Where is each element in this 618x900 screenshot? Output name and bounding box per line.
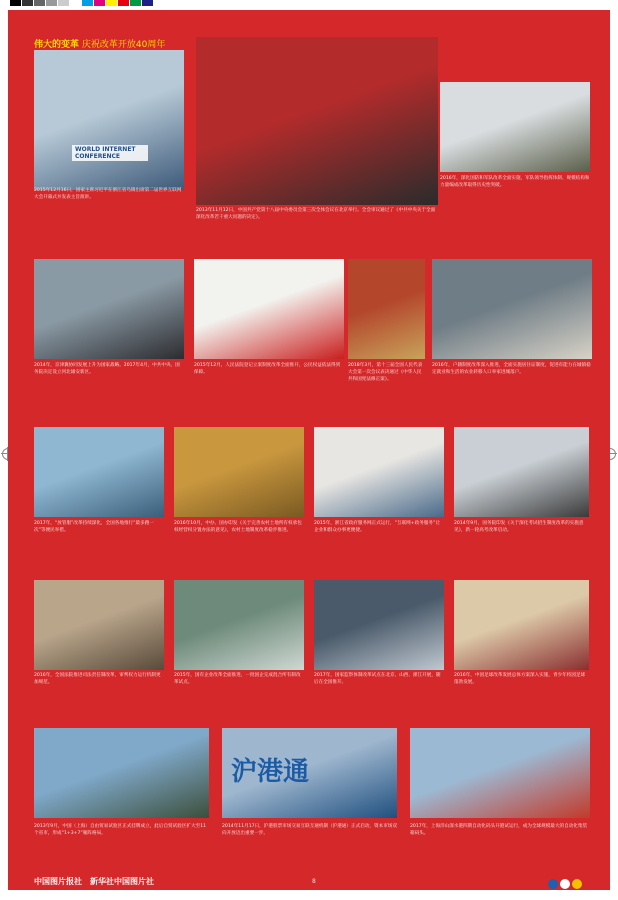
photo-caption: 2014年9月，国务院印发《关于深化考试招生制度改革的实施意见》，新一轮高考改革启动。: [454, 521, 584, 533]
news-photo: [410, 728, 590, 818]
news-photo: [34, 728, 209, 818]
color-swatch: [94, 0, 105, 6]
photo-caption: 2017年，国家监察体制改革试点在北京、山西、浙江开展，随后在全国推开。: [314, 673, 441, 685]
news-photo: [440, 82, 590, 172]
color-swatch: [82, 0, 93, 6]
photo-caption: 2016年10月，中办、国办印发《关于完善农村土地所有权承包权经营权分置办法的意见》，农村土地制度改革稳步推进。: [174, 521, 302, 533]
publisher-credit: 中国图片报社 新华社中国图片社: [34, 877, 154, 886]
color-swatch: [58, 0, 69, 6]
color-swatch: [130, 0, 141, 6]
photo-caption: 2016年，全国法院推进司法责任制改革，审判权力运行机制更加规范。: [34, 673, 161, 685]
photo-caption: 2017年，“放管服”改革持续深化，全国各地推行“最多跑一次”等便民举措。: [34, 521, 154, 533]
color-swatch: [118, 0, 129, 6]
photo-caption: 2015年12月，人民法院登记立案制度改革全面推开，公民权益依法得到保障。: [194, 363, 341, 375]
news-photo: [174, 580, 304, 670]
poster-subtitle: 庆祝改革开放40周年: [81, 40, 166, 50]
photo-caption: 2013年9月，中国（上海）自由贸易试验区正式挂牌成立，此后自贸试验区扩大至11个省市，形成“1+3+7”雁阵格局。: [34, 824, 207, 836]
logo-icon: [548, 879, 558, 889]
poster-title: 伟大的变革: [34, 40, 80, 50]
color-swatch: [142, 0, 153, 6]
color-swatch: [70, 0, 81, 6]
news-photo: [454, 580, 589, 670]
news-photo: [34, 427, 164, 517]
color-swatch: [34, 0, 45, 6]
news-photo: [432, 259, 592, 359]
news-photo: [348, 259, 425, 359]
photo-caption: 2014年11月17日，沪港股票市场交易互联互通机制（沪港通）正式启动，资本市场双向开放迈出重要一步。: [222, 824, 397, 836]
color-swatch: [22, 0, 33, 6]
page-number: 8: [312, 878, 316, 885]
photo-sign-text: 沪港通: [231, 757, 310, 787]
photo-caption: 2014年，京津冀协同发展上升为国家战略。2017年4月，中共中央、国务院决定设立河北雄安新区。: [34, 363, 180, 375]
news-photo: [222, 728, 397, 818]
photo-caption: 2015年12月16日，国家主席习近平在浙江省乌镇出席第二届世界互联网大会开幕式并发表主旨演讲。: [34, 188, 182, 200]
photo-caption: 2016年，深化国防和军队改革全面实施，军队领导指挥体制、规模结构和力量编成改革取得历史性突破。: [440, 176, 590, 188]
photo-caption: 2015年，浙江省政府服务网正式运行，“互联网+政务服务”让企业和群众办事更便捷。: [314, 521, 440, 533]
color-swatch: [10, 0, 21, 6]
poster-header: [34, 37, 165, 50]
news-photo: [454, 427, 589, 517]
photo-sign-text: WORLD INTERNET CONFERENCE: [72, 145, 148, 161]
logo-icon: [572, 879, 582, 889]
news-photo: [34, 50, 184, 190]
news-photo: [314, 580, 444, 670]
news-photo: [34, 580, 164, 670]
photo-caption: 2017年，上海洋山深水港四期自动化码头开港试运行，成为全球规模最大的自动化集装箱码头。: [410, 824, 588, 836]
photo-caption: 2016年，中国足球改革发展总体方案深入实施，青少年校园足球蓬勃发展。: [454, 673, 586, 685]
publisher-logos: [548, 874, 584, 886]
photo-caption: 2013年11月12日，中国共产党第十八届中央委员会第三次全体会议在北京举行。全会审议通过了《中共中央关于全面深化改革若干重大问题的决定》。: [196, 208, 436, 220]
photo-caption: 2015年，国有企业改革全面推进，一批国企完成混合所有制改革试点。: [174, 673, 301, 685]
news-photo: [34, 259, 184, 359]
photo-caption: 2018年3月，第十三届全国人民代表大会第一次会议表决通过《中华人民共和国宪法修正案》。: [348, 363, 423, 382]
color-swatch: [106, 0, 117, 6]
photo-caption: 2016年，户籍制度改革深入推进，全面实施居住证制度，促进有能力在城镇稳定就业和生活的农业转移人口举家进城落户。: [432, 363, 591, 375]
color-swatch: [46, 0, 57, 6]
news-photo: [174, 427, 304, 517]
logo-icon: [560, 879, 570, 889]
news-photo: [196, 37, 438, 205]
poster-sheet: [8, 10, 610, 890]
news-photo: [314, 427, 444, 517]
news-photo: [194, 259, 344, 359]
